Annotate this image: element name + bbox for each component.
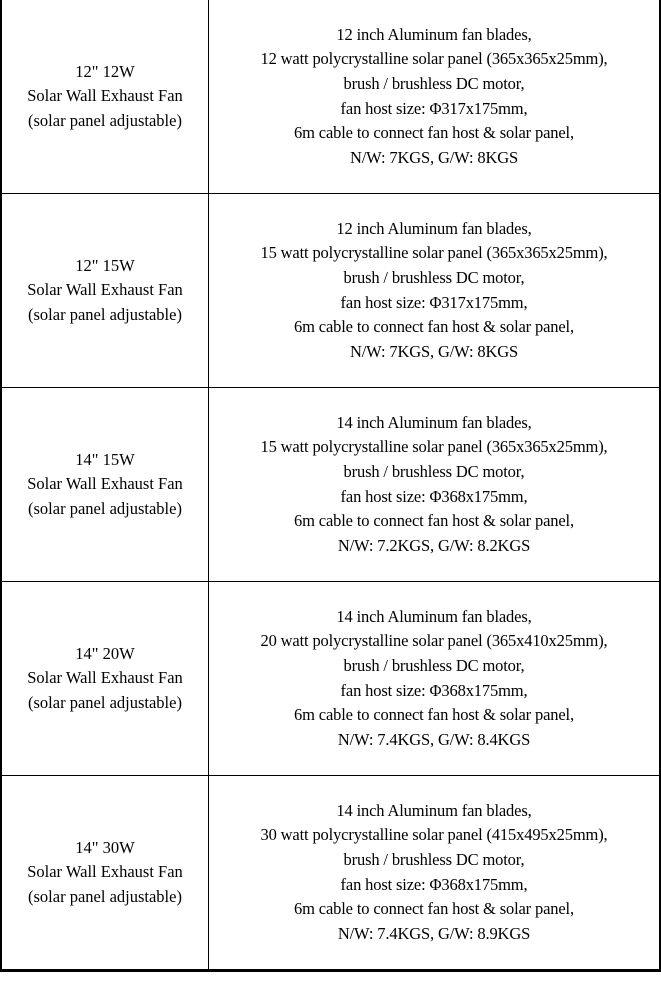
spec-cable: 6m cable to connect fan host & solar panel, bbox=[294, 899, 574, 919]
spec-host-size: fan host size: Φ368x175mm, bbox=[340, 680, 528, 700]
spec-host-size: fan host size: Φ317x175mm, bbox=[340, 292, 528, 312]
spec-fan-blades: 14 inch Aluminum fan blades, bbox=[336, 606, 532, 626]
table-row bbox=[1, 0, 660, 194]
spec-solar-panel: 20 watt polycrystalline solar panel (365x410x25mm), bbox=[260, 631, 608, 651]
model-type: Solar Wall Exhaust Fan bbox=[27, 86, 183, 106]
spec-fan-blades: 14 inch Aluminum fan blades, bbox=[336, 800, 532, 820]
spec-solar-panel: 15 watt polycrystalline solar panel (365x365x25mm), bbox=[260, 243, 608, 263]
model-size-power: 14" 30W bbox=[75, 837, 135, 857]
model-type: Solar Wall Exhaust Fan bbox=[27, 474, 183, 494]
spec-motor: brush / brushless DC motor, bbox=[343, 461, 525, 481]
spec-cable: 6m cable to connect fan host & solar panel, bbox=[294, 123, 574, 143]
model-type: Solar Wall Exhaust Fan bbox=[27, 280, 183, 300]
spec-fan-blades: 12 inch Aluminum fan blades, bbox=[336, 218, 532, 238]
model-note: (solar panel adjustable) bbox=[28, 886, 182, 906]
table-row bbox=[1, 194, 660, 388]
model-note: (solar panel adjustable) bbox=[28, 110, 182, 130]
model-cell bbox=[1, 0, 209, 194]
spec-cable: 6m cable to connect fan host & solar panel, bbox=[294, 317, 574, 337]
model-note: (solar panel adjustable) bbox=[28, 498, 182, 518]
model-cell bbox=[1, 582, 209, 776]
spec-weight: N/W: 7KGS, G/W: 8KGS bbox=[349, 147, 519, 167]
model-size-power: 12" 12W bbox=[75, 61, 135, 81]
description-cell bbox=[209, 388, 661, 582]
spec-weight: N/W: 7.4KGS, G/W: 8.9KGS bbox=[337, 923, 531, 943]
spec-solar-panel: 30 watt polycrystalline solar panel (415x495x25mm), bbox=[260, 825, 608, 845]
spec-weight: N/W: 7KGS, G/W: 8KGS bbox=[349, 341, 519, 361]
spec-host-size: fan host size: Φ368x175mm, bbox=[340, 486, 528, 506]
spec-cable: 6m cable to connect fan host & solar panel, bbox=[294, 705, 574, 725]
spec-motor: brush / brushless DC motor, bbox=[343, 655, 525, 675]
spec-weight: N/W: 7.4KGS, G/W: 8.4KGS bbox=[337, 729, 531, 749]
spec-host-size: fan host size: Φ317x175mm, bbox=[340, 98, 528, 118]
model-cell bbox=[1, 388, 209, 582]
model-note: (solar panel adjustable) bbox=[28, 692, 182, 712]
model-type: Solar Wall Exhaust Fan bbox=[27, 862, 183, 882]
description-cell bbox=[209, 194, 661, 388]
spec-solar-panel: 12 watt polycrystalline solar panel (365x365x25mm), bbox=[260, 49, 608, 69]
model-size-power: 12" 15W bbox=[75, 255, 135, 275]
spec-fan-blades: 12 inch Aluminum fan blades, bbox=[336, 24, 532, 44]
model-cell bbox=[1, 776, 209, 971]
model-cell bbox=[1, 194, 209, 388]
table-row bbox=[1, 582, 660, 776]
spec-motor: brush / brushless DC motor, bbox=[343, 849, 525, 869]
spec-host-size: fan host size: Φ368x175mm, bbox=[340, 874, 528, 894]
description-cell bbox=[209, 776, 661, 971]
spec-motor: brush / brushless DC motor, bbox=[343, 73, 525, 93]
table-row bbox=[1, 388, 660, 582]
table-row bbox=[1, 776, 660, 971]
spec-weight: N/W: 7.2KGS, G/W: 8.2KGS bbox=[337, 535, 531, 555]
model-type: Solar Wall Exhaust Fan bbox=[27, 668, 183, 688]
description-cell bbox=[209, 582, 661, 776]
model-note: (solar panel adjustable) bbox=[28, 304, 182, 324]
model-size-power: 14" 15W bbox=[75, 449, 135, 469]
spec-fan-blades: 14 inch Aluminum fan blades, bbox=[336, 412, 532, 432]
spec-motor: brush / brushless DC motor, bbox=[343, 267, 525, 287]
model-size-power: 14" 20W bbox=[75, 643, 135, 663]
description-cell bbox=[209, 0, 661, 194]
spec-solar-panel: 15 watt polycrystalline solar panel (365x365x25mm), bbox=[260, 437, 608, 457]
spec-cable: 6m cable to connect fan host & solar panel, bbox=[294, 511, 574, 531]
